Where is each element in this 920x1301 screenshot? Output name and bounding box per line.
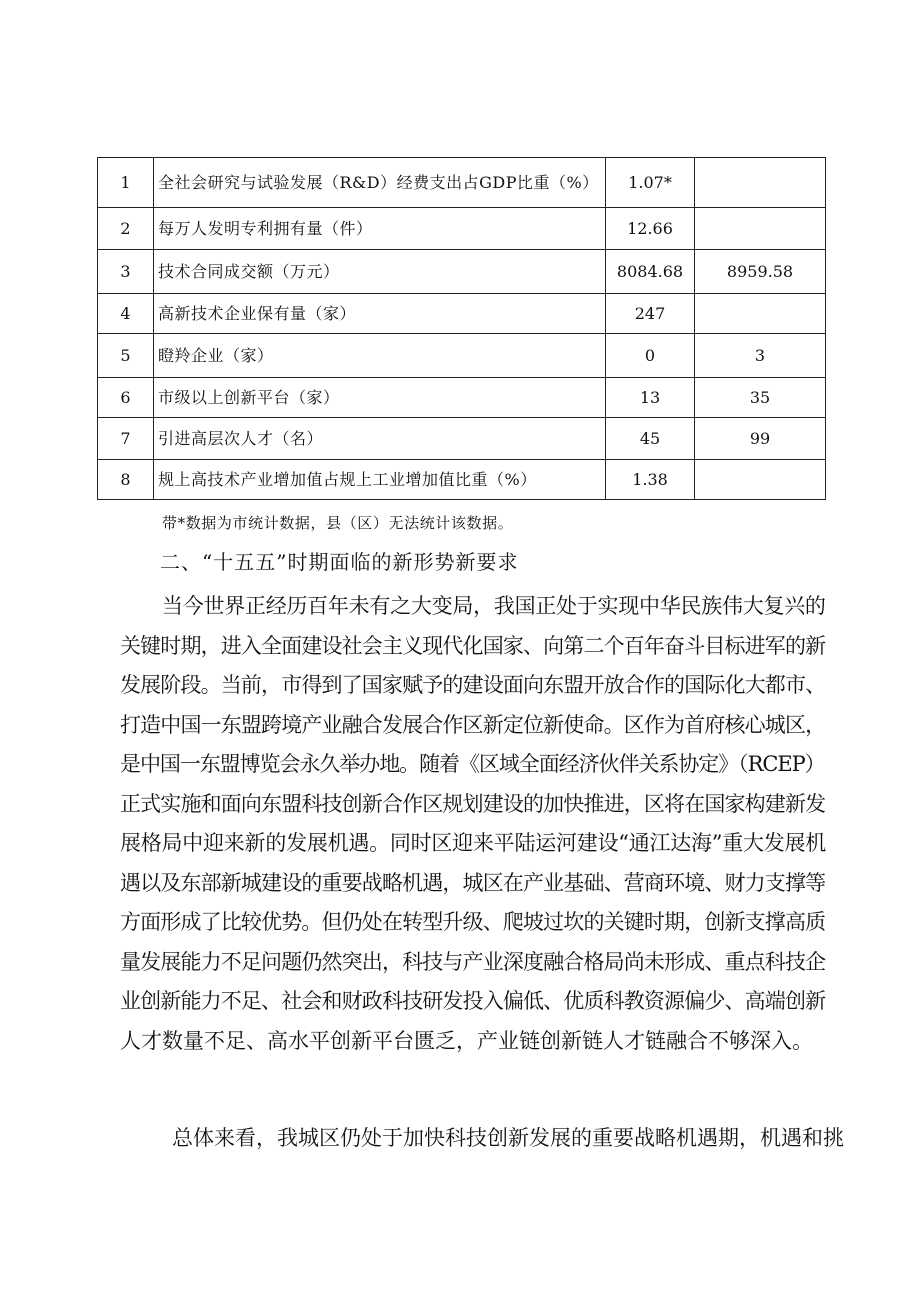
indicator-name-cell: 瞪羚企业（家）	[154, 334, 606, 378]
row-number-cell: 1	[98, 158, 154, 208]
paragraph-line: 当今世界正经历百年未有之大变局，我国正处于实现中华民族伟大复兴的	[162, 594, 826, 618]
value-cell-1: 1.07*	[606, 158, 695, 208]
table-row	[98, 294, 826, 334]
row-number-cell: 5	[98, 334, 154, 378]
paragraph-line: 关键时期，进入全面建设社会主义现代化国家、向第二个百年奋斗目标进军的新	[120, 633, 826, 658]
paragraph-line: 人才数量不足、高水平创新平台匮乏，产业链创新链人才链融合不够深入。	[120, 1028, 813, 1053]
value-cell-1: 0	[606, 334, 695, 378]
paragraph-line: 总体来看，我城区仍处于加快科技创新发展的重要战略机遇期，机遇和挑	[172, 1126, 844, 1150]
indicator-name-cell: 每万人发明专利拥有量（件）	[154, 208, 606, 250]
table-footnote: 带*数据为市统计数据，县（区）无法统计该数据。	[162, 514, 514, 532]
value-cell-2: 3	[695, 334, 826, 378]
value-cell-2: 99	[695, 418, 826, 460]
row-number-cell: 6	[98, 378, 154, 418]
value-cell-1: 12.66	[606, 208, 695, 250]
value-cell-2	[695, 294, 826, 334]
table-row	[98, 250, 826, 294]
indicator-name-cell: 技术合同成交额（万元）	[154, 250, 606, 294]
indicator-table-body	[98, 158, 826, 500]
value-cell-2	[695, 460, 826, 500]
value-cell-2	[695, 158, 826, 208]
row-number-cell: 8	[98, 460, 154, 500]
indicator-table	[97, 157, 826, 500]
value-cell-2: 8959.58	[695, 250, 826, 294]
table-row	[98, 158, 826, 208]
value-cell-1: 13	[606, 378, 695, 418]
indicator-name-cell: 市级以上创新平台（家）	[154, 378, 606, 418]
paragraph-line: 方面形成了比较优势。但仍处在转型升级、爬坡过坎的关键时期，创新支撑高质	[120, 910, 826, 934]
value-cell-2: 35	[695, 378, 826, 418]
indicator-name-cell: 规上高技术产业增加值占规上工业增加值比重（%）	[154, 460, 606, 500]
value-cell-1: 247	[606, 294, 695, 334]
value-cell-2	[695, 208, 826, 250]
body-paragraph-1	[120, 587, 826, 1061]
table-row	[98, 334, 826, 378]
paragraph-line: 量发展能力不足问题仍然突出，科技与产业深度融合格局尚未形成、重点科技企	[120, 949, 826, 974]
table-row	[98, 460, 826, 500]
row-number-cell: 3	[98, 250, 154, 294]
indicator-name-cell: 引进高层次人才（名）	[154, 418, 606, 460]
table-row	[98, 208, 826, 250]
body-paragraph-2	[120, 1119, 844, 1159]
row-number-cell: 4	[98, 294, 154, 334]
section-heading: 二、“十五五”时期面临的新形势新要求	[160, 550, 519, 574]
table-row	[98, 378, 826, 418]
value-cell-1: 1.38	[606, 460, 695, 500]
indicator-name-cell: 全社会研究与试验发展（R&D）经费支出占GDP比重（%）	[154, 158, 606, 208]
paragraph-line: 是中国一东盟博览会永久举办地。随着《区域全面经济伙伴关系协定》（RCEP）	[120, 752, 825, 776]
value-cell-1: 8084.68	[606, 250, 695, 294]
indicator-name-cell: 高新技术企业保有量（家）	[154, 294, 606, 334]
paragraph-line: 业创新能力不足、社会和财政科技研发投入偏低、优质科教资源偏少、高端创新	[120, 989, 826, 1013]
row-number-cell: 7	[98, 418, 154, 460]
table-row	[98, 418, 826, 460]
paragraph-line: 展格局中迎来新的发展机遇。同时区迎来平陆运河建设“通江达海”重大发展机	[120, 831, 827, 855]
paragraph-line: 遇以及东部新城建设的重要战略机遇，城区在产业基础、营商环境、财力支撑等	[120, 870, 826, 895]
value-cell-1: 45	[606, 418, 695, 460]
paragraph-line: 正式实施和面向东盟科技创新合作区规划建设的加快推进，区将在国家构建新发	[120, 791, 826, 816]
row-number-cell: 2	[98, 208, 154, 250]
paragraph-line: 发展阶段。当前，市得到了国家赋予的建设面向东盟开放合作的国际化大都市、	[120, 673, 826, 697]
paragraph-line: 打造中国一东盟跨境产业融合发展合作区新定位新使命。区作为首府核心城区，	[120, 712, 826, 737]
